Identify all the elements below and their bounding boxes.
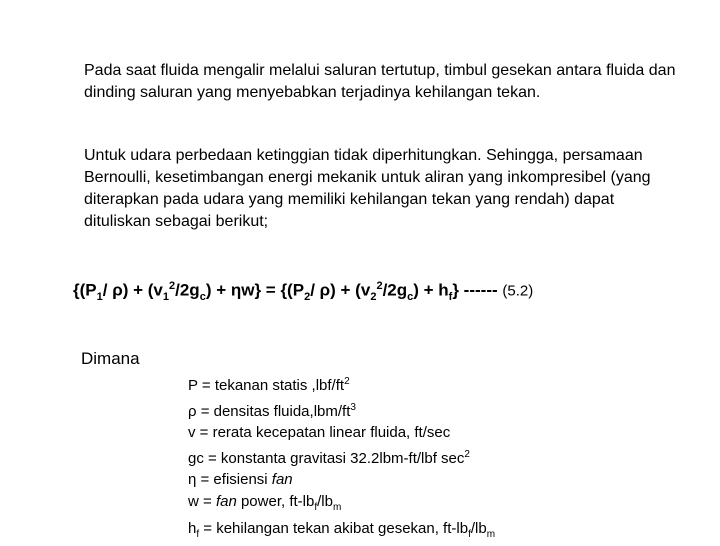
eq-sub: 2 <box>370 291 377 304</box>
definition-head-loss <box>188 518 495 546</box>
eq-sub: 1 <box>96 291 103 304</box>
eq-sub: 2 <box>304 291 311 304</box>
def-sub: f <box>468 529 471 540</box>
def-text: = kehilangan tekan akibat gesekan, ft-lb <box>199 520 469 537</box>
definition-density <box>188 397 495 423</box>
def-sub: m <box>486 529 496 540</box>
eq-sup: 2 <box>376 280 383 292</box>
eq-sup: 2 <box>169 280 176 292</box>
eq-part: / ρ) + (v <box>102 280 163 300</box>
def-text: v = rerata kecepatan linear fluida, ft/sec <box>188 424 451 441</box>
eq-sub: 1 <box>162 291 169 304</box>
def-italic: fan <box>215 492 237 510</box>
definition-efficiency <box>188 469 495 491</box>
eq-part: {(P <box>73 280 97 300</box>
bernoulli-equation <box>73 280 713 303</box>
eq-part: / ρ) + (v <box>310 280 371 300</box>
eq-sub: c <box>199 291 206 304</box>
def-text: power, ft-lb <box>236 492 315 510</box>
eq-part: /2g <box>175 280 200 300</box>
eq-sub: c <box>407 291 414 304</box>
paragraph-intro: Pada saat fluida mengalir melalui saluran tertutup, timbul gesekan antara fluida dan dinding saluran yang menyebabkan terjadinya kehilangan tekan. <box>84 62 676 101</box>
def-text: P = tekanan statis ,lbf/ft <box>188 377 345 394</box>
def-text: h <box>188 520 197 537</box>
def-sub: f <box>314 501 318 513</box>
def-text: /lb <box>470 520 487 537</box>
def-sub: m <box>332 501 342 513</box>
eq-part: ) + ηw} = {(P <box>205 280 305 300</box>
definition-power <box>188 491 495 519</box>
def-italic: fan <box>271 471 293 488</box>
definition-gc <box>188 444 495 470</box>
def-sup: 3 <box>350 401 356 413</box>
eq-part: ) + h <box>413 280 449 300</box>
paragraph-bernoulli: Untuk udara perbedaan ketinggian tidak diperhitungkan. Sehingga, persamaan Bernoulli, kesetimbangan energi mekanik untuk aliran yang inkompresibel (yang diterapkan pada udara yang memiliki kehilangan tekan yang rendah) dapat dituliskan sebagai berikut; <box>84 147 651 230</box>
dimana-label: Dimana <box>81 349 140 368</box>
def-text: ρ = densitas fluida,lbm/ft <box>188 402 351 420</box>
definition-pressure <box>188 371 495 397</box>
equation-number: (5.2) <box>502 282 534 300</box>
eq-sub: f <box>448 291 453 304</box>
eq-part: /2g <box>382 280 408 300</box>
def-text: η = efisiensi <box>188 471 272 488</box>
def-text: w = <box>188 492 216 510</box>
def-text: /lb <box>317 492 333 510</box>
def-sup: 2 <box>464 448 470 460</box>
def-sub: f <box>196 529 200 540</box>
definition-velocity <box>188 422 495 444</box>
eq-part: } ------ <box>452 280 498 300</box>
def-sup: 2 <box>344 376 350 387</box>
def-text: gc = konstanta gravitasi 32.2lbm-ft/lbf sec <box>188 449 465 467</box>
definitions-list <box>188 371 495 546</box>
